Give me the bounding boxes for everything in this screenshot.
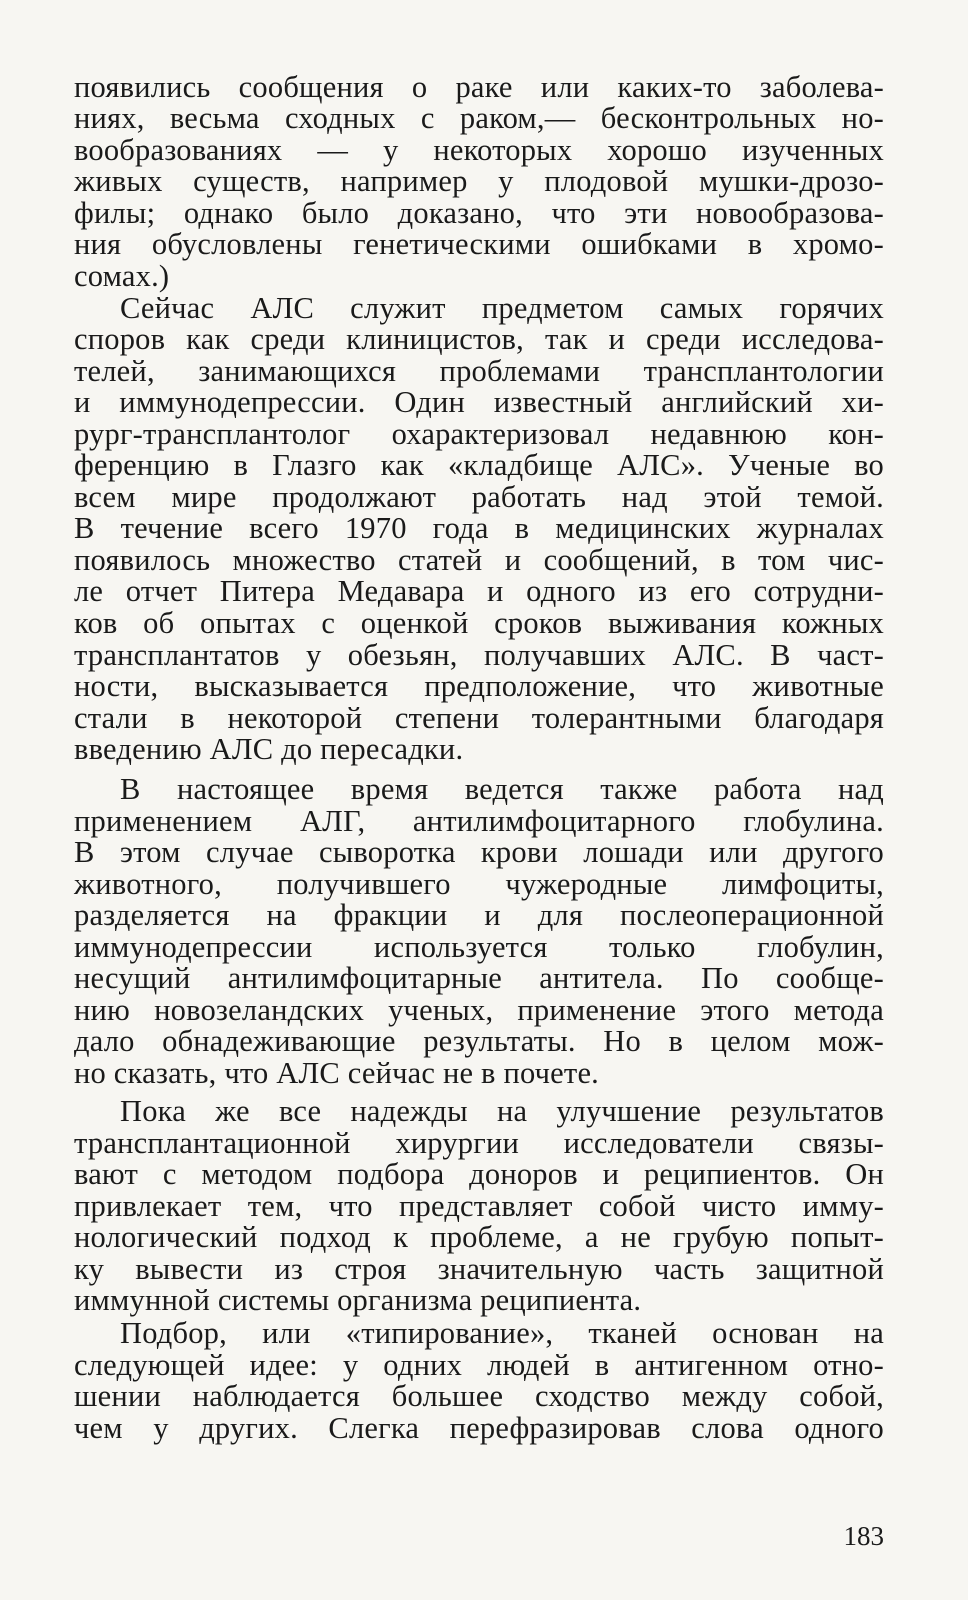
text-line: животного, получившего чужеродные лимфоциты, (74, 867, 884, 901)
paragraph-first-line: Пока же все надежды на улучшение результатов (120, 1094, 884, 1128)
text-line: В этом случае сыворотка крови лошади или другого (74, 835, 884, 869)
paragraph-first-line: В настоящее время ведется также работа над (120, 772, 884, 806)
text-line: филы; однако было доказано, что эти новообразова- (74, 196, 884, 230)
text-line: живых существ, например у плодовой мушки-дрозо- (74, 164, 884, 198)
text-line: следующей идее: у одних людей в антигенном отно- (74, 1348, 884, 1382)
text-line: но сказать, что АЛС сейчас не в почете. (74, 1056, 600, 1090)
text-line: вообразованиях — у некоторых хорошо изученных (74, 133, 884, 167)
text-line: вают с методом подбора доноров и реципиентов. Он (74, 1157, 884, 1191)
paragraph-first-line: Подбор, или «типирование», тканей основан на (120, 1316, 884, 1350)
text-line: трансплантационной хирургии исследователи связы- (74, 1126, 884, 1160)
text-line: В течение всего 1970 года в медицинских журналах (74, 511, 884, 545)
paragraph-first-line: Сейчас АЛС служит предметом самых горячих (120, 291, 884, 325)
text-line: стали в некоторой степени толерантными благодаря (74, 701, 884, 735)
page-number: 183 (843, 1521, 884, 1551)
text-line: разделяется на фракции и для послеоперационной (74, 898, 884, 932)
text-line: всем мире продолжают работать над этой темой. (74, 480, 884, 514)
text-line: ференцию в Глазго как «кладбище АЛС». Ученые во (74, 448, 884, 482)
text-line: споров как среди клиницистов, так и среди исследова- (74, 322, 884, 356)
text-line: рург-трансплантолог охарактеризовал недавнюю кон- (74, 417, 884, 451)
text-line: иммунной системы организма реципиента. (74, 1283, 642, 1317)
text-line: нологический подход к проблеме, а не грубую попыт- (74, 1220, 884, 1254)
text-line: ле отчет Питера Медавара и одного из его сотрудни- (74, 574, 884, 608)
text-line: трансплантатов у обезьян, получавших АЛС. В част- (74, 638, 884, 672)
text-line: и иммунодепрессии. Один известный английский хи- (74, 385, 884, 419)
text-line: появилось множество статей и сообщений, в том чис- (74, 543, 884, 577)
text-line: применением АЛГ, антилимфоцитарного глобулина. (74, 804, 884, 838)
text-line: чем у других. Слегка перефразировав слова одного (74, 1411, 884, 1445)
text-line: телей, занимающихся проблемами трансплантологии (74, 354, 884, 388)
text-line: нию новозеландских ученых, применение этого метода (74, 993, 884, 1027)
text-line: несущий антилимфоцитарные антитела. По сообще- (74, 961, 884, 995)
text-line: ности, высказывается предположение, что животные (74, 669, 884, 703)
text-line: ния обусловлены генетическими ошибками в хромо- (74, 227, 884, 261)
text-line: иммунодепрессии используется только глобулин, (74, 930, 884, 964)
text-line: появились сообщения о раке или каких-то заболева- (74, 70, 884, 104)
text-line: ков об опытах с оценкой сроков выживания кожных (74, 606, 884, 640)
text-line: введению АЛС до пересадки. (74, 732, 464, 766)
text-line: сомах.) (74, 259, 170, 293)
text-line: привлекает тем, что представляет собой чисто имму- (74, 1189, 884, 1223)
text-line: шении наблюдается большее сходство между собой, (74, 1379, 884, 1413)
text-line: дало обнадеживающие результаты. Но в целом мож- (74, 1024, 884, 1058)
text-line: ку вывести из строя значительную часть защитной (74, 1252, 884, 1286)
text-line: ниях, весьма сходных с раком,— бесконтрольных но- (74, 101, 884, 135)
